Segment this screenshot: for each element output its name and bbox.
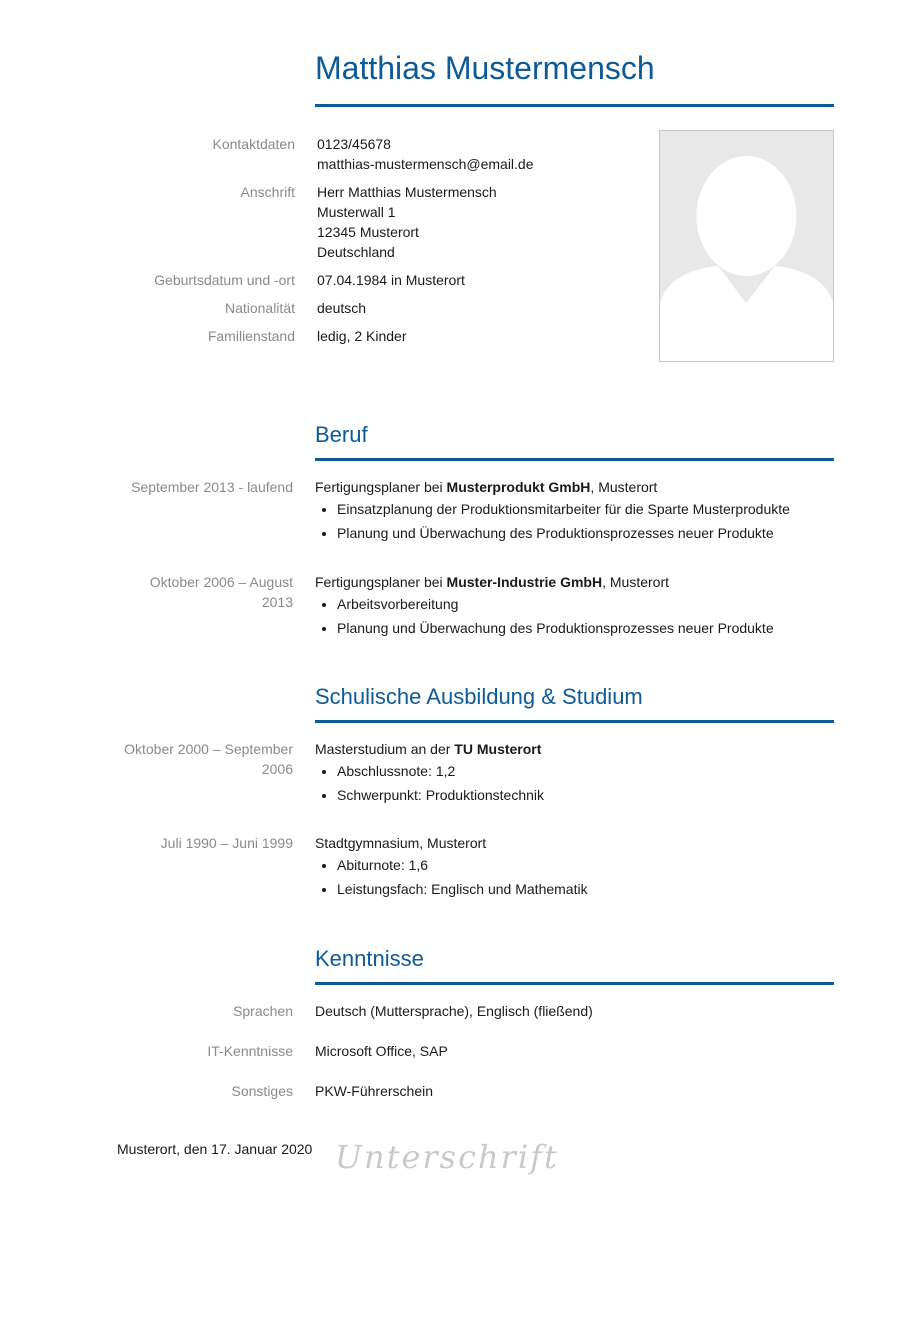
nationality-label: Nationalität <box>224 300 295 316</box>
skill-label: Sonstiges <box>231 1083 293 1099</box>
career-bullets <box>315 499 834 543</box>
section-title-skills: Kenntnisse <box>315 946 424 971</box>
section-title-career: Beruf <box>315 422 368 447</box>
section-rule <box>315 458 834 461</box>
cv-name: Matthias Mustermensch <box>315 50 655 86</box>
title-rule <box>315 104 834 107</box>
education-date: Juli 1990 – Juni 1999 <box>160 835 293 851</box>
education-entry <box>315 833 834 903</box>
list-item: • Arbeitsvorbereitung <box>337 594 834 614</box>
skill-label: IT-Kenntnisse <box>207 1043 293 1059</box>
phone-text: 0123/45678 <box>317 136 391 152</box>
career-heading: Fertigungsplaner bei Musterprodukt GmbH, Musterort <box>315 479 658 495</box>
contact-value <box>317 134 534 174</box>
education-entry <box>315 739 834 809</box>
career-entry <box>315 572 834 642</box>
contact-label: Kontaktdaten <box>212 136 295 152</box>
career-entry <box>315 477 834 547</box>
school-name: TU Musterort <box>454 741 542 757</box>
list-item: • Abschlussnote: 1,2 <box>337 761 834 781</box>
skill-value: PKW-Führerschein <box>315 1083 434 1099</box>
address-line: Herr Matthias Mustermensch <box>317 184 497 200</box>
section-rule <box>315 720 834 723</box>
signature: Unterschrift <box>335 1138 559 1176</box>
family-value: ledig, 2 Kinder <box>317 328 407 344</box>
place-date: Musterort, den 17. Januar 2020 <box>117 1141 313 1157</box>
list-item: • Einsatzplanung der Produktionsmitarbeiter für die Sparte Musterprodukte <box>337 499 834 519</box>
career-date: September 2013 - laufend <box>131 479 293 495</box>
career-date: Oktober 2006 – August 2013 <box>149 574 293 610</box>
career-bullets <box>315 594 834 638</box>
education-heading: Masterstudium an der TU Musterort <box>315 741 542 757</box>
education-heading: Stadtgymnasium, Musterort <box>315 835 487 851</box>
family-label: Familienstand <box>207 328 295 344</box>
address-label: Anschrift <box>240 184 295 200</box>
education-bullets <box>315 761 834 805</box>
nationality-value: deutsch <box>317 300 367 316</box>
list-item: • Planung und Überwachung des Produktionsprozesses neuer Produkte <box>337 618 834 638</box>
person-silhouette-icon <box>660 131 833 361</box>
skill-value: Microsoft Office, SAP <box>315 1043 448 1059</box>
address-line: Musterwall 1 <box>317 204 396 220</box>
company-name: Musterprodukt GmbH <box>446 479 591 495</box>
list-item: • Leistungsfach: Englisch und Mathematik <box>337 879 834 899</box>
education-date: Oktober 2000 – September 2006 <box>124 741 293 777</box>
education-bullets <box>315 855 834 899</box>
section-rule <box>315 982 834 985</box>
email-text: matthias-mustermensch@email.de <box>317 156 534 172</box>
address-value <box>317 182 497 262</box>
list-item: • Planung und Überwachung des Produktionsprozesses neuer Produkte <box>337 523 834 543</box>
company-name: Muster-Industrie GmbH <box>446 574 603 590</box>
section-title-education: Schulische Ausbildung & Studium <box>315 684 643 709</box>
skill-value: Deutsch (Muttersprache), Englisch (fließend) <box>315 1003 593 1019</box>
list-item: • Schwerpunkt: Produktionstechnik <box>337 785 834 805</box>
skill-label: Sprachen <box>233 1003 293 1019</box>
profile-photo <box>659 130 834 362</box>
address-line: 12345 Musterort <box>317 224 419 240</box>
birth-value: 07.04.1984 in Musterort <box>317 272 465 288</box>
birth-label: Geburtsdatum und -ort <box>154 272 295 288</box>
list-item: • Abiturnote: 1,6 <box>337 855 834 875</box>
address-line: Deutschland <box>317 244 395 260</box>
career-heading: Fertigungsplaner bei Muster-Industrie GmbH, Musterort <box>315 574 670 590</box>
